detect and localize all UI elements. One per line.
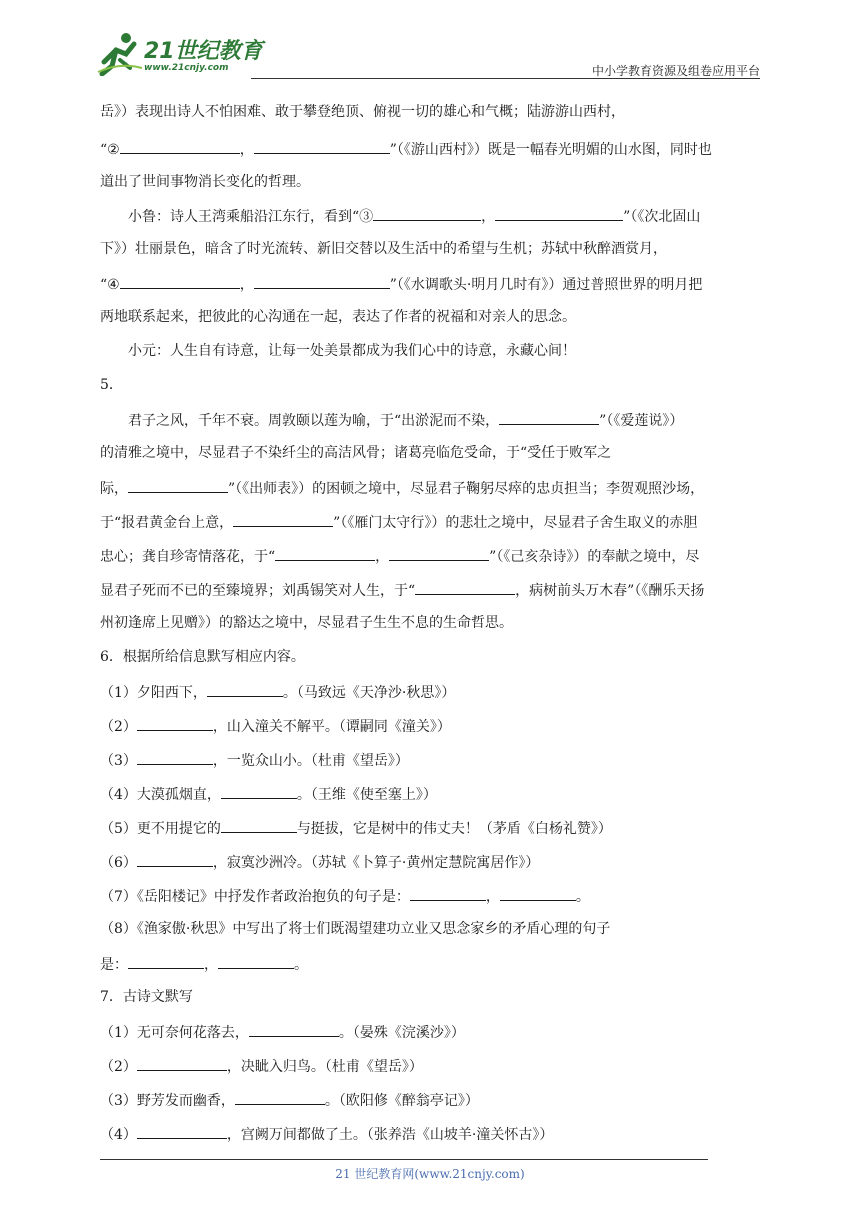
answer-blank[interactable] (249, 1021, 339, 1037)
text-line: 小鲁：诗人王湾乘船沿江东行，看到“③ ， ”（《次北固山 (128, 205, 700, 227)
text-line: 的清雅之境中，尽显君子不染纤尘的高洁风骨；诸葛亮临危受命，于“受任于败军之 (100, 445, 612, 461)
text-line: 下》）壮丽景色，暗含了时光流转、新旧交替以及生活中的希望与生机；苏轼中秋醉酒赏月， (100, 241, 667, 257)
answer-blank[interactable] (254, 138, 390, 154)
text-line: 显君子死而不已的至臻境界；刘禹锡笑对人生，于“ ，病树前头万木春”（《酬乐天扬 (100, 579, 704, 601)
answer-blank[interactable] (235, 1089, 325, 1105)
text-line: 小元：人生自有诗意，让每一处美景都成为我们心中的诗意，永藏心间！ (128, 343, 576, 359)
answer-blank[interactable] (499, 409, 599, 425)
platform-name: 中小学教育资源及组卷应用平台 (591, 64, 760, 78)
answer-blank[interactable] (254, 273, 390, 289)
question-title: 6．根据所给信息默写相应内容。 (100, 649, 305, 665)
answer-blank[interactable] (500, 885, 576, 901)
text-line: 两地联系起来，把彼此的心沟通在一起，表达了作者的祝福和对亲人的思念。 (100, 309, 576, 325)
text-line: （4）大漠孤烟直， 。（王维《使至塞上》） (100, 783, 437, 805)
answer-blank[interactable] (137, 715, 213, 731)
text-line: （4） ，宫阙万间都做了土。（张养浩《山坡羊·潼关怀古》） (100, 1123, 553, 1145)
answer-blank[interactable] (221, 817, 297, 833)
text-line: 州初逢席上见赠》）的豁达之境中，尽显君子生生不息的生命哲思。 (100, 615, 513, 631)
answer-blank[interactable] (221, 783, 297, 799)
text-line: 际， ”（《出师表》）的困顿之境中，尽显君子鞠躬尽瘁的忠贞担当；李贺观照沙场， (100, 477, 704, 499)
site-logo (96, 32, 266, 80)
question-title: 7．古诗文默写 (100, 989, 193, 1005)
text-line: 忠心；龚自珍寄情落花，于“ ， ”（《己亥杂诗》）的奉献之境中，尽 (100, 545, 699, 567)
page-footer: 21 世纪教育网(www.21cnjy.com) (335, 1167, 525, 1181)
answer-blank[interactable] (233, 511, 333, 527)
question-number: 5． (100, 377, 123, 393)
answer-blank[interactable] (275, 545, 375, 561)
answer-blank[interactable] (137, 1123, 227, 1139)
answer-blank[interactable] (120, 273, 240, 289)
text-line: 于“报君黄金台上意， ”（《雁门太守行》）的悲壮之境中，尽显君子舍生取义的赤胆 (100, 511, 697, 533)
text-line: （3） ，一览众山小。（杜甫《望岳》） (100, 749, 409, 771)
answer-blank[interactable] (415, 579, 515, 595)
text-line: 岳》）表现出诗人不怕困难、敢于攀登绝顶、俯视一切的雄心和气概；陆游游山西村， (100, 104, 625, 120)
text-line: （8）《渔家傲·秋思》中写出了将士们既渴望建功立业又思念家乡的矛盾心理的句子 (100, 921, 611, 937)
text-line: （5）更不用提它的 与挺拔，它是树中的伟丈夫！（茅盾《白杨礼赞》） (100, 817, 612, 839)
text-line: （2） ，决眦入归鸟。（杜甫《望岳》） (100, 1055, 423, 1077)
answer-blank[interactable] (137, 749, 213, 765)
answer-blank[interactable] (128, 477, 228, 493)
text-line: （7）《岳阳楼记》中抒发作者政治抱负的句子是： ， 。 (100, 885, 590, 907)
footer-divider (100, 1159, 708, 1160)
runner-logo-icon (96, 32, 144, 76)
answer-blank[interactable] (389, 545, 489, 561)
answer-blank[interactable] (373, 205, 481, 221)
text-line: “② ， ”（《游山西村》）既是一幅春光明媚的山水图，同时也 (100, 138, 712, 160)
text-line: （3）野芳发而幽香， 。（欧阳修《醉翁亭记》） (100, 1089, 479, 1111)
text-line: （1）夕阳西下， 。（马致远《天净沙·秋思》） (100, 681, 455, 703)
logo-text: 21世纪教育 (144, 39, 263, 64)
header-divider (251, 78, 760, 79)
text-line: （1）无可奈何花落去， 。（晏殊《浣溪沙》） (100, 1021, 465, 1043)
text-line: （6） ，寂寞沙洲冷。（苏轼《卜算子·黄州定慧院寓居作》） (100, 851, 539, 873)
answer-blank[interactable] (137, 851, 213, 867)
answer-blank[interactable] (410, 885, 486, 901)
text-line: 道出了世间事物消长变化的哲理。 (100, 174, 310, 190)
text-line: 君子之风，千年不衰。周敦颐以莲为喻，于“出淤泥而不染， ”（《爱莲说》） (128, 409, 683, 431)
answer-blank[interactable] (218, 953, 294, 969)
answer-blank[interactable] (207, 681, 283, 697)
answer-blank[interactable] (137, 1055, 227, 1071)
text-line: 是： ， 。 (100, 953, 308, 975)
answer-blank[interactable] (128, 953, 204, 969)
logo-url: www.21cnjy.com (144, 63, 229, 73)
page-header (96, 30, 760, 80)
answer-blank[interactable] (495, 205, 623, 221)
answer-blank[interactable] (120, 138, 240, 154)
text-line: “④ ， ”（《水调歌头·明月几时有》）通过普照世界的明月把 (100, 273, 702, 295)
text-line: （2） ，山入潼关不解平。（谭嗣同《潼关》） (100, 715, 451, 737)
